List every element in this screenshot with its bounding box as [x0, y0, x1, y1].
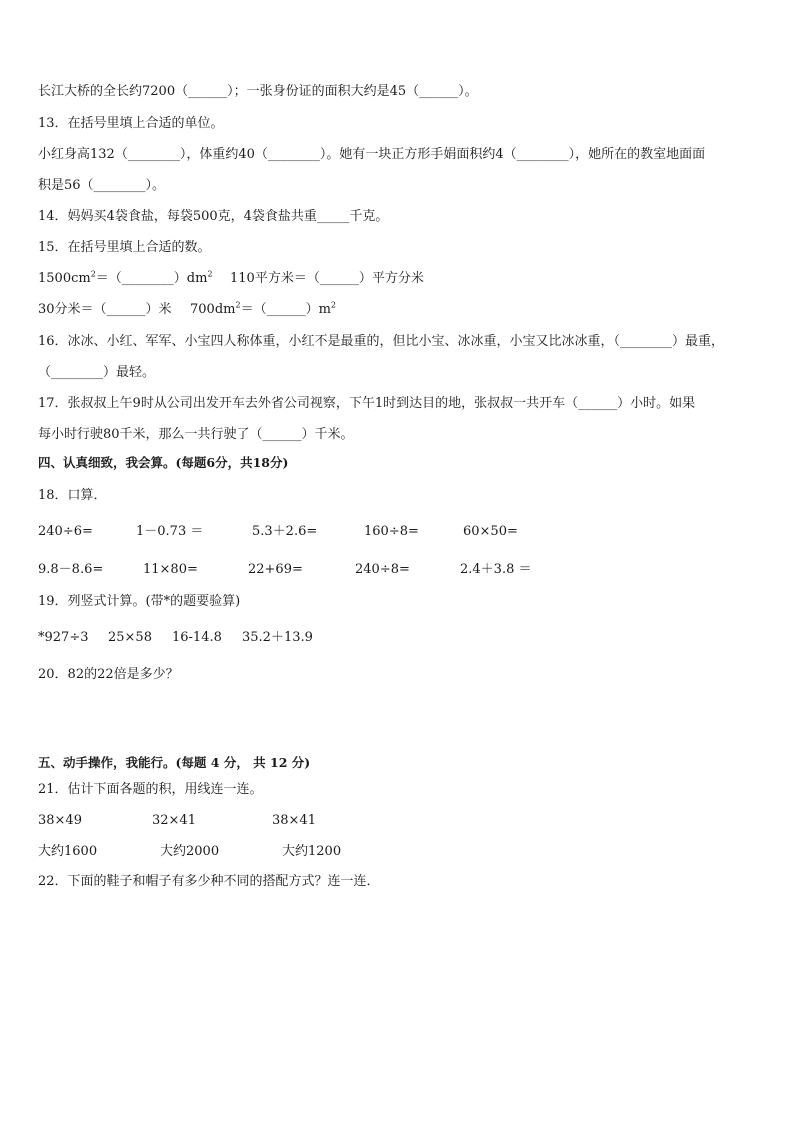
q21-product-3: 38×41: [272, 813, 316, 828]
question-15-item-2: 110平方米＝（______）平方分米: [230, 271, 424, 286]
question-15-title: 15．在括号里填上合适的数。: [38, 240, 211, 255]
q19-item-4: 35.2＋13.9: [242, 630, 313, 645]
question-17-line-1: 17．张叔叔上午9时从公司出发开车去外省公司视察，下午1时到达目的地，张叔叔一共开车（______）小时。如果: [38, 396, 696, 411]
question-16-line-2: （________）最轻。: [38, 365, 156, 380]
question-15-item-4: $700dm^2=(\_\_\_\_\_\_)m^2$: [190, 300, 336, 317]
q21-estimate-1: 大约1600: [38, 844, 98, 859]
question-12-text: 长江大桥的全长约7200（______）；一张身份证的面积大约是45（______）。: [38, 84, 478, 99]
section-4-heading: 四、认真细致，我会算。(每题6分，共18分): [38, 455, 289, 470]
q18-row2-item-3: 22+69=: [248, 562, 303, 577]
question-14-text: 14．妈妈买4袋食盐，每袋500克，4袋食盐共重_____千克。: [38, 209, 389, 224]
question-21-title: 21．估计下面各题的积，用线连一连。: [38, 782, 263, 797]
question-19-title: 19．列竖式计算。(带*的题要验算): [38, 594, 241, 609]
q18-row2-item-1: 9.8－8.6=: [38, 562, 104, 577]
q18-row1-item-3: 5.3＋2.6=: [252, 524, 318, 539]
q19-item-1: *927÷3: [38, 630, 89, 645]
q21-estimate-3: 大约1200: [282, 844, 342, 859]
section-5-heading: 五、动手操作，我能行。(每题 4 分， 共 12 分): [38, 755, 311, 770]
question-18-title: 18．口算．: [38, 488, 107, 503]
question-22-text: 22．下面的鞋子和帽子有多少种不同的搭配方式？连一连．: [38, 874, 380, 889]
q18-row1-item-5: 60×50=: [463, 524, 518, 539]
q21-product-1: 38×49: [38, 813, 82, 828]
q18-row2-item-5: 2.4＋3.8 ＝: [460, 562, 532, 577]
q18-row1-item-2: 1－0.73 ＝: [136, 524, 204, 539]
question-13-line-1: 小红身高132（________），体重约40（________）。她有一块正方形手娟面积约4（________），她所在的教室地面面: [38, 147, 706, 162]
q18-row1-item-1: 240÷6=: [38, 524, 93, 539]
question-13-title: 13．在括号里填上合适的单位。: [38, 116, 224, 131]
question-16-line-1: 16．冰冰、小红、军军、小宝四人称体重，小红不是最重的，但比小宝、冰冰重，小宝又比冰冰重，（________）最重，: [38, 334, 725, 349]
question-13-line-2: 积是56（________）。: [38, 178, 166, 193]
question-15-item-1: $1500cm^2=(\_\_\_\_\_\_\_\_)dm^2$: [38, 269, 213, 286]
q19-item-3: 16-14.8: [172, 630, 222, 645]
q19-item-2: 25×58: [108, 630, 152, 645]
q18-row1-item-4: 160÷8=: [364, 524, 419, 539]
q18-row2-item-2: 11×80=: [143, 562, 198, 577]
q21-estimate-2: 大约2000: [160, 844, 220, 859]
q18-row2-item-4: 240÷8=: [355, 562, 410, 577]
question-17-line-2: 每小时行驶80千米，那么一共行驶了（______）千米。: [38, 427, 354, 442]
question-15-item-3: 30分米＝（______）米: [38, 302, 172, 317]
q21-product-2: 32×41: [152, 813, 196, 828]
question-20-text: 20．82的22倍是多少？: [38, 667, 179, 682]
